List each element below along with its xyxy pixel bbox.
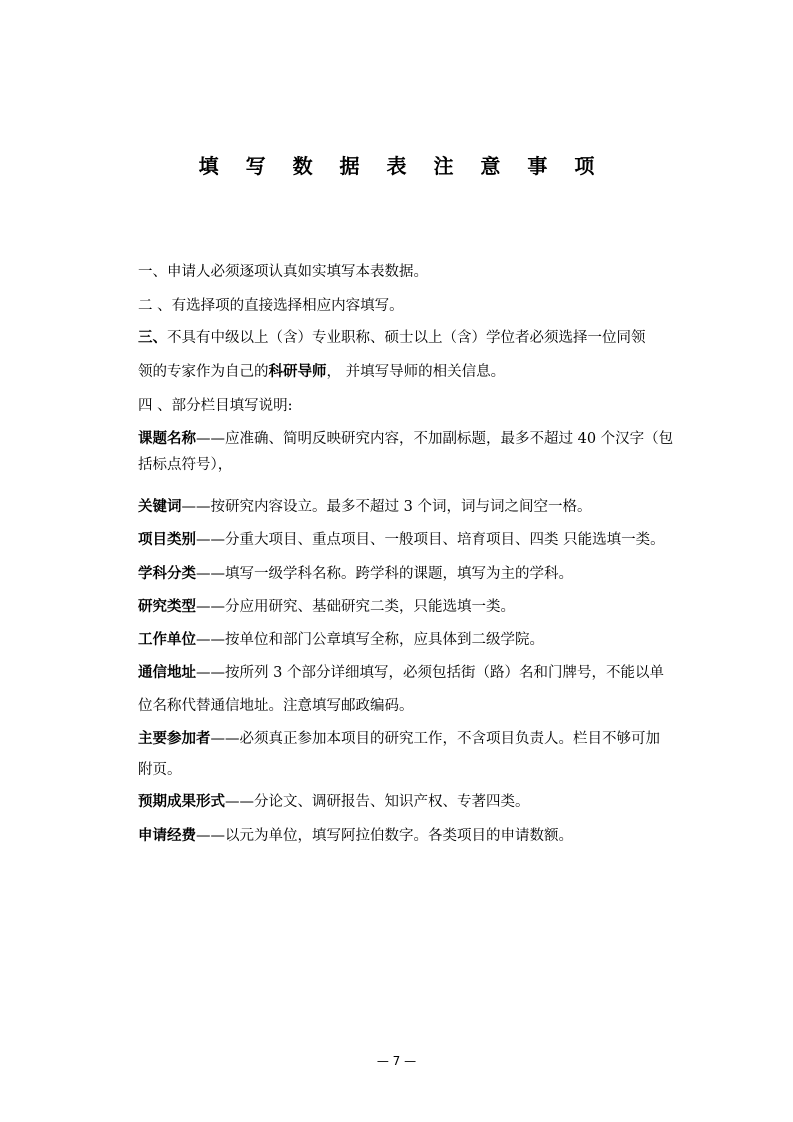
item-3b-tail: ， 并填写导师的相关信息。	[326, 364, 506, 380]
field-text: ——分论文、调研报告、知识产权、专著四类。	[225, 794, 530, 810]
item-3	[138, 328, 646, 348]
field-label: 主要参加者	[138, 731, 211, 747]
item-3b-bold: 科研导师	[268, 364, 327, 380]
field-text: ——按研究内容设立。最多不超过 3 个词，词与词之间空一格。	[181, 499, 592, 515]
field-text: ——填写一级学科名称。跨学科的课题，填写为主的学科。	[196, 566, 573, 582]
field-label: 学科分类	[138, 566, 196, 582]
item-3-text: 不具有中级以上（含）专业职称、硕士以上（含）学位者必须选择一位同领	[167, 330, 646, 346]
field-discipline	[138, 564, 573, 584]
field-participants-cont: 附页。	[138, 762, 182, 778]
field-text: ——按单位和部门公章填写全称，应具体到二级学院。	[196, 632, 544, 648]
field-text: ——应准确、简明反映研究内容，不加副标题，最多不超过 40 个汉字（包	[196, 431, 674, 447]
field-address-cont: 位名称代替通信地址。注意填写邮政编码。	[138, 698, 414, 714]
item-4: 四 、部分栏目填写说明:	[138, 398, 293, 414]
field-label: 预期成果形式	[138, 794, 225, 810]
field-label: 项目类别	[138, 532, 196, 548]
field-topic-name	[138, 429, 673, 449]
page-number: — 7 —	[376, 1054, 417, 1068]
field-label: 研究类型	[138, 599, 196, 615]
field-label: 工作单位	[138, 632, 196, 648]
field-topic-name-cont: 括标点符号），	[138, 457, 233, 473]
item-3-cont	[138, 362, 505, 382]
item-1: 一、申请人必须逐项认真如实填写本表数据。	[138, 264, 428, 280]
item-3b-text: 领的专家作为自己的	[138, 364, 269, 380]
field-text: ——必须真正参加本项目的研究工作，不含项目负责人。栏目不够可加	[210, 731, 660, 747]
field-label: 关键词	[138, 499, 182, 515]
page-title: 填 写 数 据 表 注 意 事 项	[198, 154, 605, 178]
field-label: 通信地址	[138, 665, 196, 681]
item-2: 二 、有选择项的直接选择相应内容填写。	[138, 298, 404, 314]
field-address	[138, 663, 664, 683]
field-work-unit	[138, 630, 544, 650]
field-text: ——以元为单位，填写阿拉伯数字。各类项目的申请数额。	[196, 828, 573, 844]
field-keywords	[138, 497, 591, 517]
field-funding	[138, 826, 573, 846]
field-text: ——按所列 3 个部分详细填写，必须包括街（路）名和门牌号，不能以单	[196, 665, 664, 681]
field-text: ——分应用研究、基础研究二类，只能选填一类。	[196, 599, 515, 615]
field-research-type	[138, 597, 515, 617]
item-3-prefix: 三、	[138, 330, 167, 346]
field-expected-results	[138, 792, 530, 812]
field-participants	[138, 729, 660, 749]
field-label: 课题名称	[138, 431, 196, 447]
field-text: ——分重大项目、重点项目、一般项目、培育项目、四类 只能选填一类。	[196, 532, 665, 548]
field-project-category	[138, 530, 665, 550]
field-label: 申请经费	[138, 828, 196, 844]
